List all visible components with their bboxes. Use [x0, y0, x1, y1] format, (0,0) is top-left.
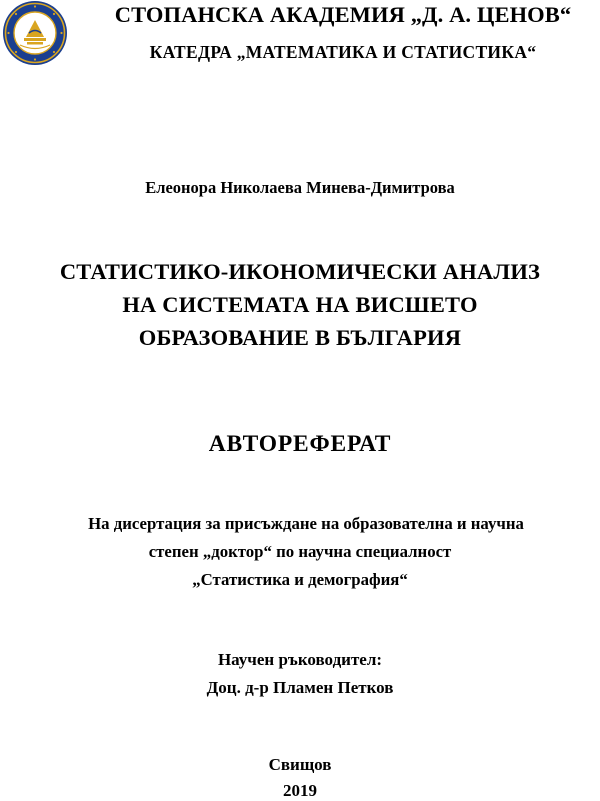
document-type: АВТОРЕФЕРАТ [208, 431, 392, 457]
thesis-title-line-1: СТАТИСТИКО-ИКОНОМИЧЕСКИ АНАЛИЗ [59, 259, 541, 284]
description-line-1: На дисертация за присъждане на образователна и научна [88, 514, 524, 533]
supervisor-label: Научен ръководител: [217, 650, 383, 669]
publication-year: 2019 [283, 781, 317, 800]
publication-place: Свищов [268, 755, 332, 774]
author-name: Елеонора Николаева Минева-Димитрова [145, 178, 455, 197]
department-name: КАТЕДРА „МАТЕМАТИКА И СТАТИСТИКА“ [149, 42, 537, 62]
institution-name: СТОПАНСКА АКАДЕМИЯ „Д. А. ЦЕНОВ“ [114, 2, 572, 27]
description-line-3: „Статистика и демография“ [192, 570, 408, 589]
description-line-2: степен „доктор“ по научна специалност [148, 542, 452, 561]
thesis-title-line-3: ОБРАЗОВАНИЕ В БЪЛГАРИЯ [138, 325, 462, 350]
thesis-title-line-2: НА СИСТЕМАТА НА ВИСШЕТО [122, 292, 478, 317]
supervisor-name: Доц. д-р Пламен Петков [206, 678, 394, 697]
academy-seal-icon [2, 0, 68, 66]
